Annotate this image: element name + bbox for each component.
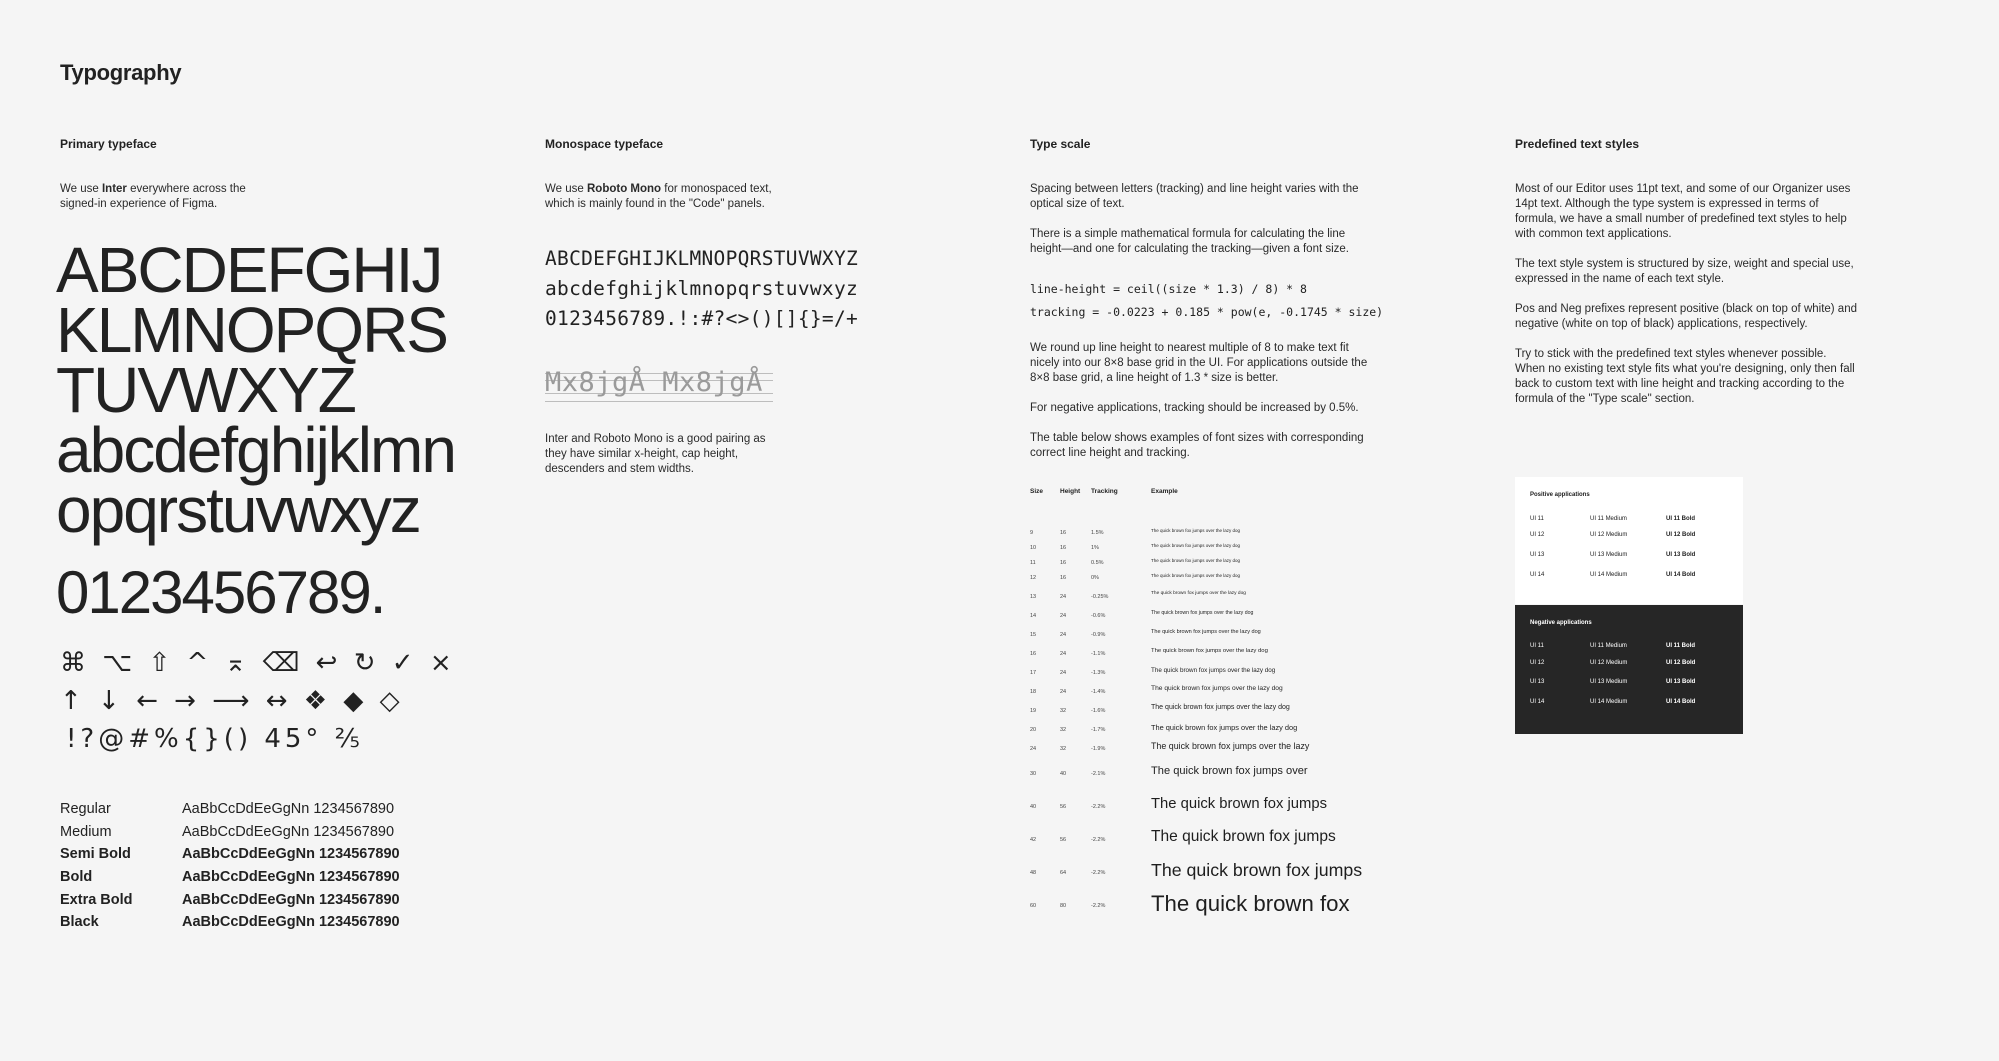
scale-size-cell: 42	[1030, 837, 1037, 843]
text-line: We round up line height to nearest multiple of 8 to make text fit	[1030, 342, 1349, 354]
scale-size-cell: 16	[1030, 651, 1037, 657]
text-line: back to custom text with line height and tracking according to the	[1515, 378, 1845, 390]
scale-size-cell: 19	[1030, 708, 1037, 714]
weight-sample: AaBbCcDdEeGgNn 1234567890	[182, 846, 400, 863]
text-line: formula, we have a small number of predefined text styles to help	[1515, 213, 1847, 225]
table-header-tracking: Tracking	[1091, 488, 1118, 495]
text-style-name: UI 11 Medium	[1590, 516, 1627, 522]
weights-table	[60, 798, 400, 934]
weight-name: Bold	[60, 869, 93, 886]
scale-size-cell: 15	[1030, 632, 1037, 638]
styles-paragraph	[1515, 302, 1857, 332]
scale-example-cell: The quick brown fox jumps	[1151, 860, 1363, 881]
scale-tracking-cell: -2.1%	[1091, 771, 1106, 777]
scale-tracking-cell: 0%	[1091, 575, 1099, 581]
scale-size-cell: 12	[1030, 575, 1037, 581]
weight-sample: AaBbCcDdEeGgNn 1234567890	[182, 914, 400, 931]
alphabet-line: KLMNOPQRS	[56, 294, 447, 366]
scale-size-cell: 13	[1030, 594, 1037, 600]
scale-example-cell: The quick brown fox jumps over the lazy	[1151, 741, 1310, 752]
pairing-note	[545, 432, 766, 477]
weight-name: Extra Bold	[60, 891, 133, 908]
text-style-name: UI 12 Bold	[1666, 660, 1696, 666]
scale-size-cell: 40	[1030, 804, 1037, 810]
weight-row	[60, 798, 400, 821]
primary-intro-line2: signed-in experience of Figma.	[60, 198, 218, 210]
scale-height-cell: 32	[1060, 708, 1067, 714]
scale-example-cell: The quick brown fox jumps over the lazy dog	[1151, 628, 1261, 635]
scale-size-cell: 30	[1030, 771, 1037, 777]
scale-example-cell: The quick brown fox jumps over the lazy dog	[1151, 666, 1276, 674]
scale-tracking-cell: 1.5%	[1091, 530, 1104, 536]
text-style-name: UI 13 Medium	[1590, 679, 1628, 685]
weight-row	[60, 911, 400, 934]
primary-intro-post: everywhere across the	[126, 183, 246, 195]
weight-name: Semi Bold	[60, 846, 131, 863]
scale-height-cell: 32	[1060, 727, 1067, 733]
scale-height-cell: 24	[1060, 632, 1067, 638]
text-line: Spacing between letters (tracking) and line height varies with the	[1030, 183, 1359, 195]
scale-paragraph	[1030, 401, 1367, 416]
primary-intro-font: Inter	[101, 183, 127, 195]
scale-example-cell: The quick brown fox jumps over the lazy dog	[1151, 722, 1298, 732]
positive-applications-card	[1515, 477, 1743, 604]
scale-height-cell: 40	[1060, 771, 1067, 777]
scale-size-cell: 60	[1030, 903, 1037, 909]
text-line: The table below shows examples of font sizes with corresponding	[1030, 432, 1364, 444]
mono-intro-line2: which is mainly found in the "Code" panels.	[545, 198, 765, 210]
glyph-row-symbols: !?@#%{}() 45° ⅖	[66, 724, 364, 754]
scale-tracking-cell: -2.2%	[1091, 804, 1106, 810]
primary-typeface-heading: Primary typeface	[60, 137, 157, 151]
monospace-typeface-heading: Monospace typeface	[545, 137, 664, 151]
mono-line: 0123456789.!:#?<>()[]{}=/+	[545, 307, 859, 330]
scale-tracking-cell: -1.1%	[1091, 651, 1106, 657]
text-style-name: UI 11 Bold	[1666, 516, 1696, 522]
text-line: Try to stick with the predefined text styles whenever possible.	[1515, 348, 1827, 360]
scale-tracking-cell: -0.9%	[1091, 632, 1106, 638]
styles-paragraph	[1515, 257, 1857, 287]
scale-tracking-cell: -2.2%	[1091, 837, 1106, 843]
text-style-name: UI 12	[1530, 660, 1545, 666]
type-scale-intro	[1030, 182, 1359, 272]
scale-height-cell: 24	[1060, 613, 1067, 619]
scale-size-cell: 24	[1030, 746, 1037, 752]
text-line: correct line height and tracking.	[1030, 447, 1190, 459]
text-style-name: UI 12 Medium	[1590, 532, 1628, 538]
scale-example-cell: The quick brown fox	[1151, 890, 1350, 916]
scale-paragraph	[1030, 341, 1367, 386]
mono-specimen	[545, 244, 858, 334]
text-style-name: UI 11	[1530, 643, 1544, 649]
scale-example-cell: The quick brown fox jumps over the lazy dog	[1151, 542, 1241, 548]
scale-height-cell: 16	[1060, 545, 1067, 551]
text-style-name: UI 13 Bold	[1666, 679, 1696, 685]
mono-intro-post: for monospaced text,	[661, 183, 772, 195]
alphabet-specimen	[56, 234, 455, 546]
glyph-row-arrows: ↑ ↓ ← → ⟶ ↔ ❖ ◆ ◇	[60, 686, 404, 716]
text-style-name: UI 12	[1530, 532, 1545, 538]
mono-line: abcdefghijklmnopqrstuvwxyz	[545, 277, 859, 300]
glyph-row-keys: ⌘ ⌥ ⇧ ^ ⌅ ⌫ ↩ ↻ ✓ ×	[60, 648, 456, 678]
scale-example-cell: The quick brown fox jumps over	[1151, 764, 1308, 777]
text-style-name: UI 11 Medium	[1590, 643, 1627, 649]
scale-example-cell: The quick brown fox jumps over the lazy dog	[1151, 610, 1254, 617]
scale-height-cell: 56	[1060, 837, 1067, 843]
scale-height-cell: 80	[1060, 903, 1067, 909]
text-line: The text style system is structured by size, weight and special use,	[1515, 258, 1854, 270]
scale-height-cell: 24	[1060, 670, 1067, 676]
weight-sample: AaBbCcDdEeGgNn 1234567890	[182, 869, 400, 886]
scale-example-cell: The quick brown fox jumps over the lazy dog	[1151, 591, 1246, 597]
negative-card-title: Negative applications	[1530, 620, 1592, 626]
scale-tracking-cell: -1.7%	[1091, 727, 1106, 733]
weight-sample: AaBbCcDdEeGgNn 1234567890	[182, 823, 395, 840]
scale-tracking-cell: -2.2%	[1091, 903, 1106, 909]
pairing-sample-text: Mx8jgÅ Mx8jgÅ	[545, 367, 763, 398]
text-line: There is a simple mathematical formula for calculating the line	[1030, 228, 1346, 240]
tracking-formula: tracking = -0.0223 + 0.185 * pow(e, -0.1745 * size)	[1030, 305, 1384, 319]
mono-intro-font: Roboto Mono	[586, 183, 662, 195]
scale-height-cell: 16	[1060, 530, 1067, 536]
digits-specimen: 0123456789.	[56, 559, 385, 626]
scale-height-cell: 16	[1060, 575, 1067, 581]
alphabet-line: TUVWXYZ	[56, 354, 355, 426]
text-style-name: UI 13 Medium	[1590, 552, 1628, 558]
scale-tracking-cell: -1.9%	[1091, 746, 1106, 752]
scale-example-cell: The quick brown fox jumps over the lazy dog	[1151, 647, 1268, 654]
scale-paragraph	[1030, 182, 1359, 212]
scale-example-cell: The quick brown fox jumps	[1151, 828, 1336, 846]
type-scale-heading: Type scale	[1030, 137, 1091, 151]
text-styles-description	[1515, 182, 1857, 422]
text-style-name: UI 12 Medium	[1590, 660, 1628, 666]
text-style-name: UI 13	[1530, 552, 1545, 558]
text-style-name: UI 13	[1530, 679, 1545, 685]
text-styles-heading: Predefined text styles	[1515, 137, 1640, 151]
weight-name: Black	[60, 914, 99, 931]
scale-paragraph	[1030, 431, 1367, 461]
weight-name: Medium	[60, 823, 112, 840]
scale-example-cell: The quick brown fox jumps over the lazy dog	[1151, 685, 1283, 693]
scale-height-cell: 32	[1060, 746, 1067, 752]
alphabet-line: ABCDEFGHIJ	[56, 234, 442, 306]
positive-card-title: Positive applications	[1530, 492, 1590, 498]
pairing-note-line: descenders and stem widths.	[545, 463, 694, 475]
table-header-example: Example	[1151, 488, 1178, 495]
text-line: For negative applications, tracking should be increased by 0.5%.	[1030, 402, 1359, 414]
weight-row	[60, 888, 400, 911]
alphabet-line: abcdefghijklmn	[56, 414, 455, 486]
text-style-name: UI 11	[1530, 516, 1544, 522]
text-line: formula of the "Type scale" section.	[1515, 393, 1695, 405]
scale-size-cell: 11	[1030, 560, 1036, 566]
scale-paragraph	[1030, 227, 1359, 257]
mono-line: ABCDEFGHIJKLMNOPQRSTUVWXYZ	[545, 247, 859, 270]
text-style-name: UI 14	[1530, 572, 1545, 578]
text-line: 8×8 base grid, a line height of 1.3 * size is better.	[1030, 372, 1279, 384]
scale-size-cell: 48	[1030, 870, 1037, 876]
weight-name: Regular	[60, 801, 111, 818]
scale-example-cell: The quick brown fox jumps over the lazy dog	[1151, 557, 1241, 563]
line-height-formula: line-height = ceil((size * 1.3) / 8) * 8	[1030, 282, 1307, 296]
scale-size-cell: 20	[1030, 727, 1037, 733]
scale-tracking-cell: -0.25%	[1091, 594, 1109, 600]
text-style-name: UI 14	[1530, 699, 1545, 705]
scale-height-cell: 16	[1060, 560, 1067, 566]
primary-intro-pre: We use	[60, 183, 102, 195]
scale-tracking-cell: -2.2%	[1091, 870, 1106, 876]
scale-tracking-cell: 1%	[1091, 545, 1099, 551]
text-style-name: UI 14 Medium	[1590, 572, 1628, 578]
text-line: with common text applications.	[1515, 228, 1672, 240]
text-style-name: UI 12 Bold	[1666, 532, 1696, 538]
table-header-height: Height	[1060, 488, 1081, 495]
weight-row	[60, 843, 400, 866]
scale-size-cell: 17	[1030, 670, 1037, 676]
negative-applications-card	[1515, 605, 1743, 734]
page-title: Typography	[60, 60, 182, 85]
text-line: When no existing text style fits what you're designing, only then fall	[1515, 363, 1855, 375]
scale-size-cell: 18	[1030, 689, 1037, 695]
text-style-name: UI 13 Bold	[1666, 552, 1696, 558]
pairing-note-line: they have similar x-height, cap height,	[545, 448, 739, 460]
mono-intro	[545, 182, 772, 212]
mono-intro-pre: We use	[545, 183, 587, 195]
primary-intro	[60, 182, 246, 212]
scale-example-cell: The quick brown fox jumps	[1151, 795, 1327, 812]
pairing-specimen	[545, 367, 763, 398]
scale-height-cell: 24	[1060, 594, 1067, 600]
scale-example-cell: The quick brown fox jumps over the lazy dog	[1151, 527, 1241, 533]
text-line: nicely into our 8×8 base grid in the UI. For applications outside the	[1030, 357, 1368, 369]
scale-tracking-cell: -1.6%	[1091, 708, 1106, 714]
text-line: negative (white on top of black) applications, respectively.	[1515, 318, 1808, 330]
styles-paragraph	[1515, 182, 1857, 242]
scale-tracking-cell: -1.4%	[1091, 689, 1106, 695]
text-style-name: UI 14 Bold	[1666, 572, 1696, 578]
weight-sample: AaBbCcDdEeGgNn 1234567890	[182, 891, 400, 908]
formula-code	[1030, 278, 1383, 324]
scale-size-cell: 14	[1030, 613, 1037, 619]
text-line: optical size of text.	[1030, 198, 1125, 210]
text-line: expressed in the name of each text style.	[1515, 273, 1725, 285]
scale-size-cell: 10	[1030, 545, 1037, 551]
scale-height-cell: 24	[1060, 651, 1067, 657]
pairing-note-line: Inter and Roboto Mono is a good pairing as	[545, 433, 766, 445]
type-scale-notes	[1030, 341, 1367, 476]
table-header-size: Size	[1030, 488, 1044, 495]
text-style-name: UI 14 Medium	[1590, 699, 1628, 705]
text-line: Pos and Neg prefixes represent positive (black on top of white) and	[1515, 303, 1857, 315]
weight-row	[60, 866, 400, 889]
scale-tracking-cell: 0.5%	[1091, 560, 1104, 566]
scale-example-cell: The quick brown fox jumps over the lazy dog	[1151, 572, 1241, 578]
styles-paragraph	[1515, 347, 1857, 407]
weight-sample: AaBbCcDdEeGgNn 1234567890	[182, 801, 395, 818]
text-line: 14pt text. Although the type system is expressed in terms of	[1515, 198, 1819, 210]
scale-tracking-cell: -0.6%	[1091, 613, 1106, 619]
scale-height-cell: 64	[1060, 870, 1067, 876]
scale-example-cell: The quick brown fox jumps over the lazy dog	[1151, 704, 1290, 712]
weight-row	[60, 821, 400, 844]
scale-height-cell: 24	[1060, 689, 1067, 695]
scale-height-cell: 56	[1060, 804, 1067, 810]
descender-guide	[545, 401, 773, 402]
scale-tracking-cell: -1.3%	[1091, 670, 1106, 676]
alphabet-line: opqrstuvwxyz	[56, 474, 420, 546]
text-line: height—and one for calculating the tracking—given a font size.	[1030, 243, 1349, 255]
text-line: Most of our Editor uses 11pt text, and some of our Organizer uses	[1515, 183, 1851, 195]
scale-size-cell: 9	[1030, 530, 1034, 536]
text-style-name: UI 11 Bold	[1666, 643, 1696, 649]
text-style-name: UI 14 Bold	[1666, 699, 1696, 705]
